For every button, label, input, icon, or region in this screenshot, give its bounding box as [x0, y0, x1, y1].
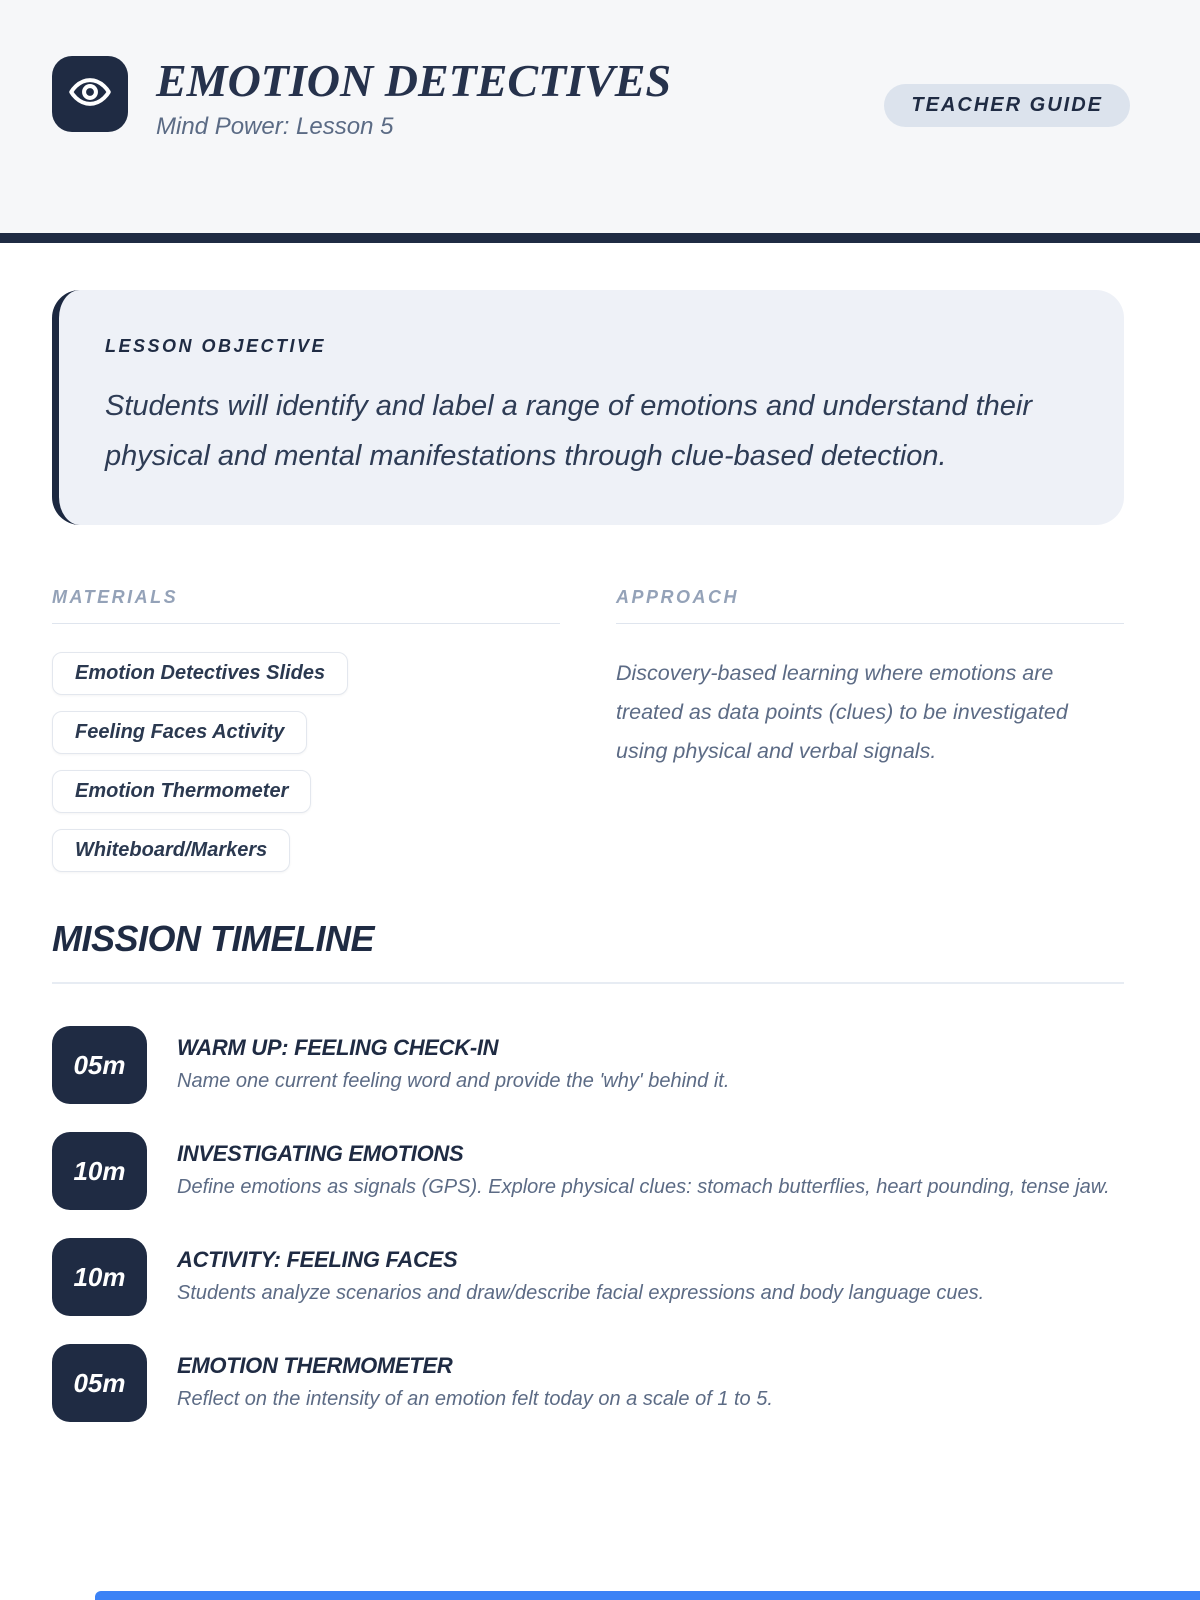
mission-timeline-heading: MISSION TIMELINE [52, 918, 375, 959]
partial-footer-accent-bar [95, 1591, 1200, 1600]
lesson-objective-label: LESSON OBJECTIVE [105, 336, 327, 356]
duration-badge: 05m [52, 1026, 147, 1104]
material-chip: Emotion Thermometer [52, 770, 311, 813]
page-subtitle: Mind Power: Lesson 5 [156, 112, 394, 140]
timeline-item-text [177, 1353, 773, 1413]
lesson-objective-text: Students will identify and label a range of emotions and understand their physical and mental manifestations through clue-based detection. [105, 390, 1032, 472]
materials-approach-section [52, 587, 1124, 872]
materials-label: MATERIALS [52, 587, 560, 624]
materials-list [52, 652, 560, 872]
lesson-objective-card [52, 290, 1124, 525]
timeline-item-text [177, 1141, 1110, 1201]
material-chip: Whiteboard/Markers [52, 829, 290, 872]
duration-badge: 10m [52, 1132, 147, 1210]
mission-timeline-section [52, 918, 1124, 1422]
timeline-divider [52, 982, 1124, 984]
timeline-item [52, 1026, 1124, 1104]
timeline-list [52, 1026, 1124, 1422]
timeline-item-title: ACTIVITY: FEELING FACES [177, 1247, 458, 1272]
header-text-block [156, 56, 671, 141]
timeline-item-description: Define emotions as signals (GPS). Explore physical clues: stomach butterflies, heart pounding, tense jaw. [177, 1176, 1110, 1198]
teacher-guide-badge: TEACHER GUIDE [884, 84, 1130, 127]
approach-column [616, 587, 1124, 872]
page-header [0, 0, 1200, 233]
header-divider-bar [0, 233, 1200, 243]
timeline-item-description: Name one current feeling word and provide the 'why' behind it. [177, 1070, 730, 1092]
timeline-item-text [177, 1035, 729, 1095]
timeline-item [52, 1132, 1124, 1210]
timeline-item-title: EMOTION THERMOMETER [177, 1353, 453, 1378]
timeline-item-description: Reflect on the intensity of an emotion felt today on a scale of 1 to 5. [177, 1388, 773, 1410]
duration-badge: 10m [52, 1238, 147, 1316]
timeline-item-title: INVESTIGATING EMOTIONS [177, 1141, 464, 1166]
main-content [0, 243, 1200, 1422]
materials-column [52, 587, 560, 872]
timeline-item [52, 1238, 1124, 1316]
timeline-item-description: Students analyze scenarios and draw/describe facial expressions and body language cues. [177, 1282, 985, 1304]
page-title: EMOTION DETECTIVES [156, 55, 672, 106]
material-chip: Emotion Detectives Slides [52, 652, 348, 695]
approach-text: Discovery-based learning where emotions are treated as data points (clues) to be investigated using physical and verbal signals. [616, 661, 1068, 763]
timeline-item-title: WARM UP: FEELING CHECK-IN [177, 1035, 499, 1060]
eye-icon [67, 69, 113, 120]
timeline-item-text [177, 1247, 984, 1307]
app-logo [52, 56, 128, 132]
duration-badge: 05m [52, 1344, 147, 1422]
timeline-item [52, 1344, 1124, 1422]
material-chip: Feeling Faces Activity [52, 711, 307, 754]
approach-label: APPROACH [616, 587, 1124, 624]
